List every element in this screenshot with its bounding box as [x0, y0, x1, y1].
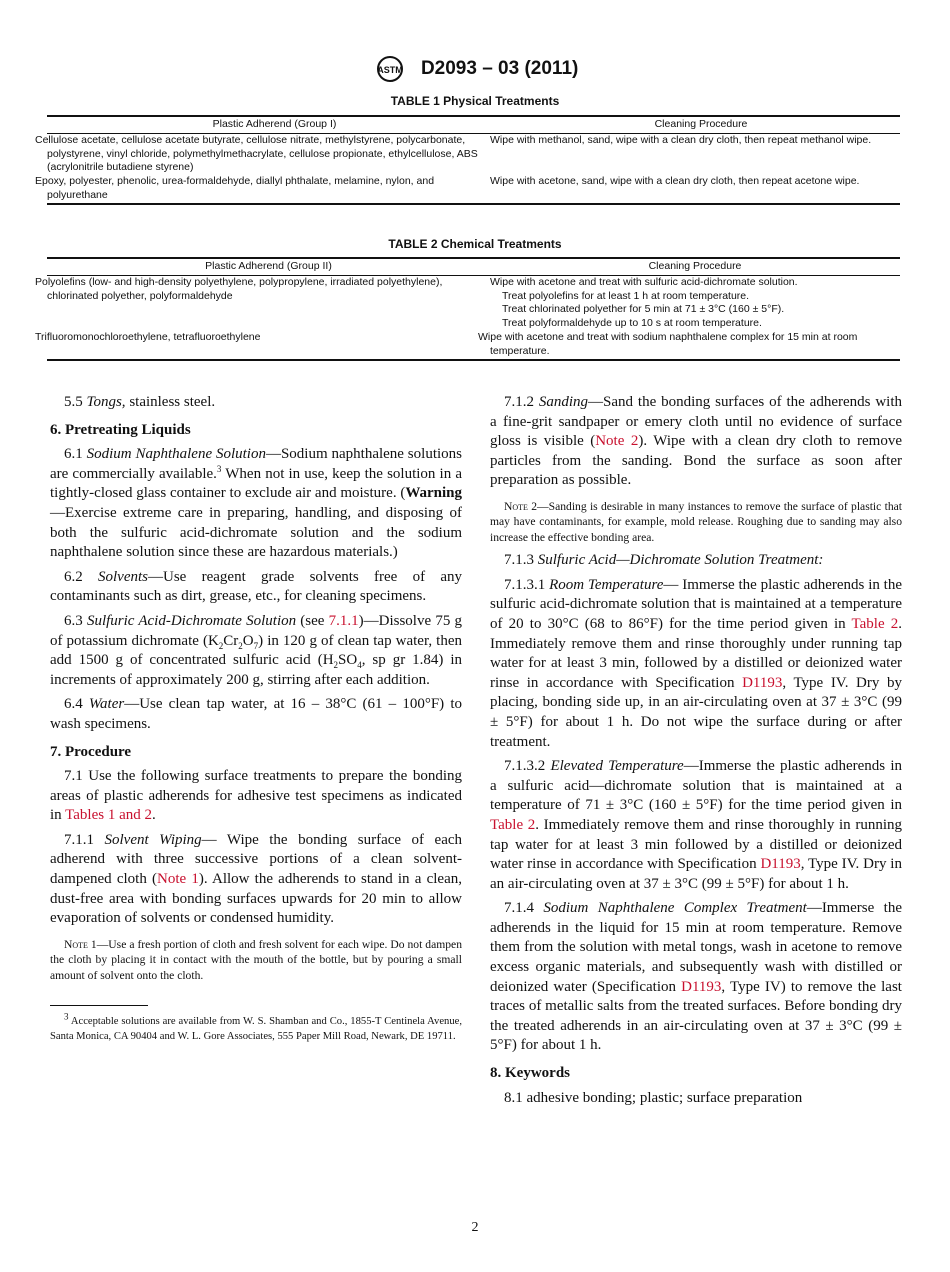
text-run: ) in 120 g of clean tap water, then add 1500 g of concentrated sulfuric acid (H	[50, 632, 462, 669]
text-run: Note	[504, 499, 528, 513]
table-cell	[490, 275, 900, 331]
table1-header-procedure: Cleaning Procedure	[502, 116, 900, 133]
table-cell: Polyolefins (low- and high-density polyethylene, polypropylene, irradiated polyethylene), chlorinated polyether, polyformaldehyde	[35, 275, 443, 302]
table1	[35, 115, 900, 205]
paragraph	[490, 551, 902, 571]
text-run: (see	[296, 612, 329, 629]
text-run: 2—Sanding is desirable in many instances to remove the surface of plastic that may have contaminants, for example, mold release. Roughing due to sanding may also increase the effective bonding area.	[490, 499, 902, 544]
table-row	[47, 175, 900, 204]
table2	[35, 257, 900, 361]
procedure-subitem: Treat polyformaldehyde up to 10 s at room temperature.	[502, 317, 762, 330]
text-run: stainless steel.	[125, 394, 216, 410]
text-run: —Immerse the plastic adherends in a sulfuric acid—dichromate solution that is maintained at a temperature of 71 ± 3°C (160 ± 5°F) for the time period given in	[490, 758, 903, 814]
text-run: ). Allow the adherends to stand in a clean, dust-free area with bonding surfaces upwards for 20 min to allow evaporation of solvents or condensed humidity.	[50, 871, 462, 927]
left-column	[50, 393, 462, 1049]
paragraph	[50, 393, 462, 413]
text-run: —Use reagent grade solvents free of any contaminants such as dirt, grease, etc., for cleaning specimens.	[50, 568, 462, 605]
cross-reference-link[interactable]: D1193	[681, 978, 722, 995]
table-cell: Wipe with acetone, sand, wipe with a clean dry cloth, then repeat acetone wipe.	[490, 175, 860, 188]
procedure-subitem: Treat chlorinated polyether for 5 min at 71 ± 3°C (160 ± 5°F).	[502, 303, 785, 316]
paragraph	[50, 695, 462, 734]
section-heading	[490, 1064, 902, 1084]
text-run: 6.1	[64, 446, 87, 463]
text-run: 7	[253, 640, 259, 651]
text-run: Sulfuric Acid-Dichromate Solution	[86, 612, 297, 629]
cross-reference-link[interactable]: 7.1.1	[328, 612, 359, 629]
cross-reference-link[interactable]: Note 1	[157, 871, 199, 888]
text-run: When not in use, keep the solution in a tightly-closed glass container to exclude air and moisture. (	[50, 465, 462, 502]
paragraph	[50, 612, 462, 690]
table1-header-adherend: Plastic Adherend (Group I)	[47, 116, 502, 133]
text-run: 7.1 Use the following surface treatments to prepare the bonding areas of plastic adherends for adhesive test specimens as indicated in	[50, 768, 462, 824]
text-run: Solvent Wiping	[104, 831, 202, 848]
text-run: 2	[333, 660, 339, 671]
text-run: 6.4	[64, 696, 89, 713]
paragraph	[490, 1089, 902, 1109]
procedure-subitem: Treat polyolefins for at least 1 h at room temperature.	[502, 289, 750, 302]
cross-reference-link[interactable]: Table 2	[851, 615, 899, 632]
paragraph	[50, 767, 462, 826]
text-run: 7.1.3	[504, 552, 538, 569]
table-row	[47, 331, 900, 360]
paragraph	[50, 568, 462, 607]
text-run: —Sand the bonding surfaces of the adherends with a fine-grit sandpaper or emery cloth until no evidence of surface gloss is visible (	[490, 394, 903, 450]
note	[490, 499, 902, 545]
document-designation: D2093 – 03 (2011)	[420, 58, 579, 80]
text-run: Note	[64, 937, 88, 951]
text-run: 2	[238, 640, 243, 651]
procedure-text: Wipe with acetone and treat with sulfuric acid-dichromate solution.	[490, 275, 798, 288]
text-run: Sanding	[538, 394, 589, 410]
table2-header-procedure: Cleaning Procedure	[490, 258, 900, 275]
text-run: 7.1.3.1	[504, 576, 550, 593]
text-run: 8. Keywords	[490, 1065, 570, 1082]
text-run: —Immerse the adherends in the liquid for 15 min at room temperature. Remove them from the solution with metal tongs, wash in acetone to remove excess organic materials, and subsequently wash with distilled or deionized water (Specification	[490, 900, 903, 995]
text-run: Sulfuric Acid—Dichromate Solution Treatment:	[537, 552, 824, 569]
text-run: SO	[338, 652, 358, 669]
table1-caption: TABLE 1 Physical Treatments	[390, 94, 560, 108]
paragraph	[490, 576, 902, 752]
note	[50, 937, 462, 983]
text-run: 6. Pretreating Liquids	[50, 421, 191, 438]
document-header	[0, 54, 950, 84]
page-number: 2	[471, 1220, 479, 1235]
text-run: 7.1.1	[64, 831, 105, 848]
text-run: . Immediately remove them and rinse thoroughly in running tap water for at least 3 min followed by a distilled or deionized water rinse in accordance with Specification	[490, 816, 902, 873]
table-cell: Trifluoromonochloroethylene, tetrafluoroethylene	[35, 330, 261, 343]
text-run: . Immediately remove them and rinse thoroughly under running tap water for at least 3 min, followed by a distilled or deionized water rinse in accordance with Specification	[490, 615, 902, 691]
text-run: 3	[64, 1011, 69, 1022]
text-run: 7.1.2	[504, 394, 539, 410]
text-run: —Exercise extreme care in preparing, handling, and disposing of both the sulfuric acid-dichromate solution and the sodium naphthalene solution since these are hazardous materials.)	[50, 504, 462, 561]
text-run: 8.1 adhesive bonding; plastic; surface preparation	[504, 1089, 803, 1106]
text-run: , Type IV. Dry by placing, bonding side up, in an air-circulating oven at 37 ± 3°C (99 ± 5°F) for about 1 h. Do not wipe the surface during or after treatment.	[490, 674, 902, 750]
text-run: 3	[216, 463, 222, 474]
text-run: Solvents	[98, 568, 149, 585]
text-run: , sp gr 1.84) in increments of approximately 200 g, stirring after each addition.	[50, 652, 462, 688]
paragraph	[490, 393, 902, 491]
text-run: 7. Procedure	[50, 743, 132, 760]
text-run: Sodium Naphthalene Solution	[86, 446, 266, 463]
text-run: 4	[357, 660, 362, 671]
text-run: Cr	[223, 632, 239, 649]
cross-reference-link[interactable]: Table 2	[490, 816, 536, 833]
text-run: — Immerse the plastic adherends in the sulfuric acid-dichromate solution that is maintained at a temperature of 20 to 30°C (68 to 86°F) for the time period given in	[490, 576, 902, 632]
svg-text:ASTM: ASTM	[376, 65, 403, 75]
text-run: Water	[88, 696, 125, 713]
cross-reference-link[interactable]: D1193	[742, 674, 783, 691]
table-row	[47, 275, 900, 331]
text-run: Room Temperature	[549, 576, 664, 593]
text-run: 5.5	[64, 394, 87, 410]
table-cell: Cellulose acetate, cellulose acetate butyrate, cellulose nitrate, methylstyrene, polycarbonate, polystyrene, vinyl chloride, polymethylmethacrylate, cellulose propionate, ethylcellulose, ABS (acrylonitrile butadiene styrene)	[35, 133, 478, 174]
text-run: ). Wipe with a clean dry cloth to remove particles from the sanding. Bond the surface as soon after preparation as possible.	[490, 433, 902, 489]
text-run: Tongs,	[86, 394, 126, 410]
text-run: —Use clean tap water, at 16 – 38°C (61 – 100°F) to wash specimens.	[50, 696, 462, 732]
table-cell: Wipe with acetone and treat with sodium naphthalene complex for 15 min at room temperature.	[478, 330, 858, 357]
text-run: 7.1.4	[504, 900, 544, 917]
text-run: Sodium Naphthalene Complex Treatment	[543, 900, 807, 917]
right-column	[490, 393, 902, 1113]
cross-reference-link[interactable]: Note 2	[595, 433, 639, 450]
text-run: )—Dissolve 75 g of potassium dichromate (K	[50, 612, 463, 649]
text-run: — Wipe the bonding surface of each adherend with three successive portions of a clean solvent-dampened cloth (	[50, 831, 463, 888]
text-run: .	[152, 807, 156, 824]
text-run: 6.2	[64, 568, 99, 585]
paragraph	[490, 899, 902, 1056]
table2-caption: TABLE 2 Chemical Treatments	[388, 237, 562, 251]
astm-logo-icon	[372, 54, 412, 84]
text-run: , Type IV) to remove the last traces of metallic salts from the treated surfaces. Before bonding dry the treated adherends in an air-circulating oven at 37 ± 3°C (99 ± 5°F) for about 1 h.	[490, 978, 902, 1054]
text-run: 1—Use a fresh portion of cloth and fresh solvent for each wipe. Do not dampen the cloth by placing it in contact with the mouth of the bottle, but by pouring a small amount of solvent onto the cloth.	[50, 937, 462, 982]
text-run: —Sodium naphthalene solutions are commercially available.	[50, 446, 462, 482]
text-run: O	[242, 632, 254, 649]
table-row	[47, 133, 900, 175]
paragraph	[490, 757, 902, 894]
text-run: 6.3	[64, 612, 87, 629]
footnote	[50, 1011, 462, 1044]
table2-header-adherend: Plastic Adherend (Group II)	[47, 258, 490, 275]
text-run: Elevated Temperature	[550, 758, 684, 775]
section-heading	[50, 743, 462, 763]
text-run: , Type IV. Dry in an air-circulating oven at 37 ± 3°C (99 ± 5°F) for about 1 h.	[490, 856, 902, 892]
table-cell: Epoxy, polyester, phenolic, urea-formaldehyde, diallyl phthalate, melamine, nylon, and polyurethane	[35, 175, 435, 201]
cross-reference-link[interactable]: Tables 1 and 2	[65, 807, 152, 824]
text-run: Warning	[405, 485, 462, 502]
table-cell: Wipe with methanol, sand, wipe with a clean dry cloth, then repeat methanol wipe.	[490, 133, 872, 146]
cross-reference-link[interactable]: D1193	[760, 856, 801, 873]
paragraph	[50, 831, 462, 929]
section-heading	[50, 421, 462, 441]
text-run: 2	[218, 640, 224, 651]
footnote-divider	[50, 1005, 148, 1006]
text-run: 7.1.3.2	[504, 758, 551, 775]
text-run: Acceptable solutions are available from W. S. Shamban and Co., 1855-T Centinela Avenue, Santa Monica, CA 90404 and W. L. Gore Associates, 555 Paper Mill Road, Newark, DE 19711.	[50, 1016, 462, 1043]
paragraph	[50, 445, 462, 563]
